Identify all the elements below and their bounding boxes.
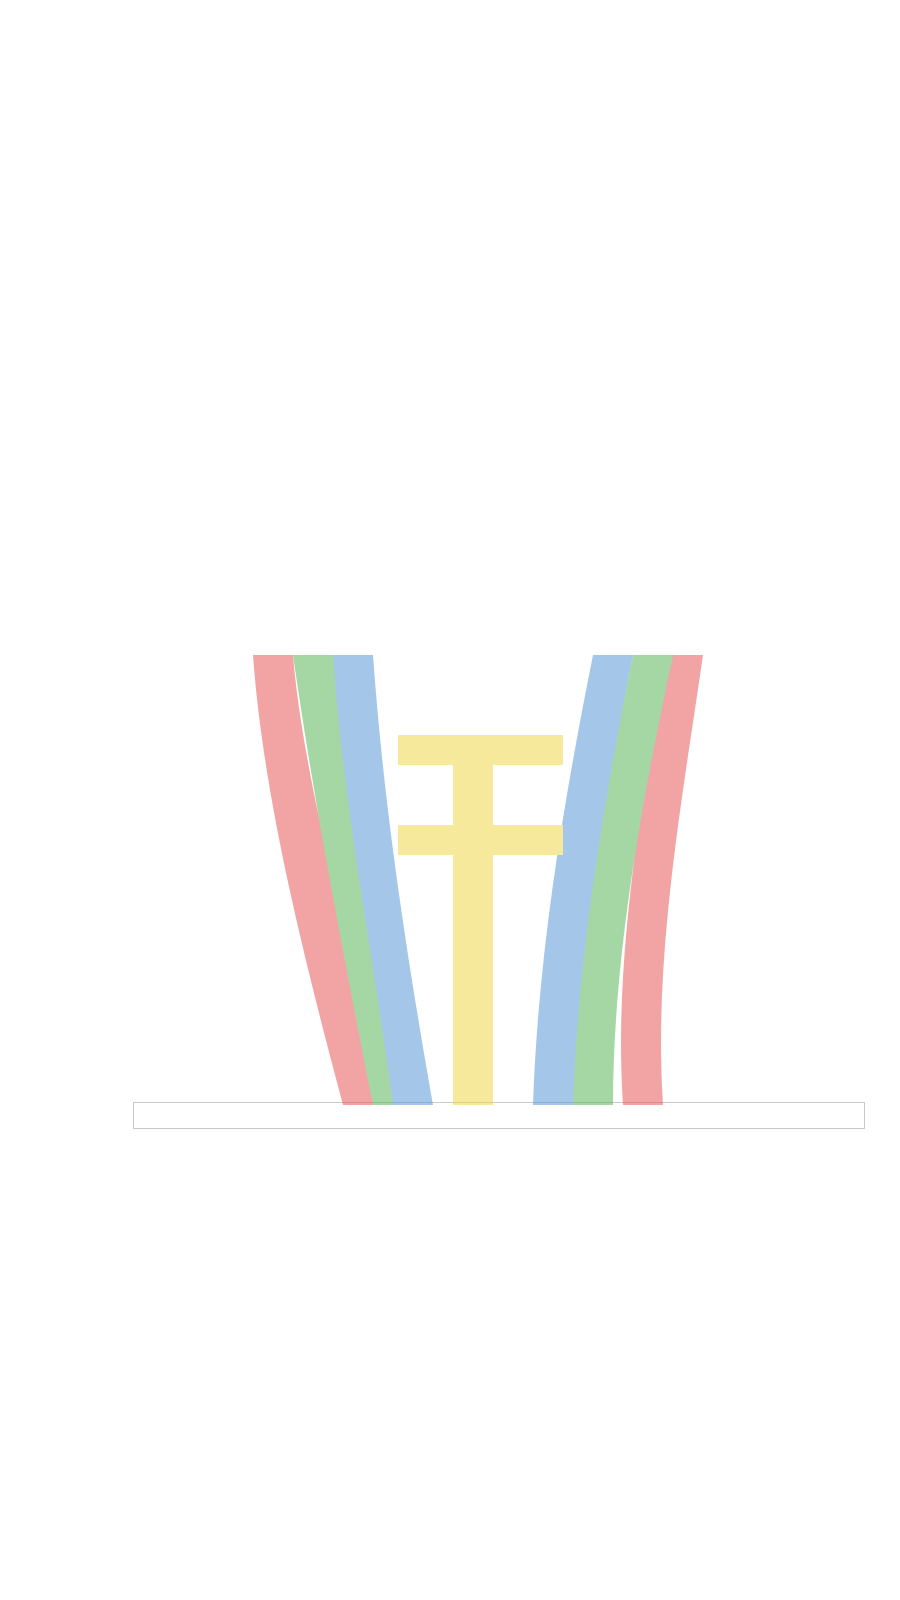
vehicle-violation-table [133,0,883,1600]
blank-table-band [133,1102,865,1129]
